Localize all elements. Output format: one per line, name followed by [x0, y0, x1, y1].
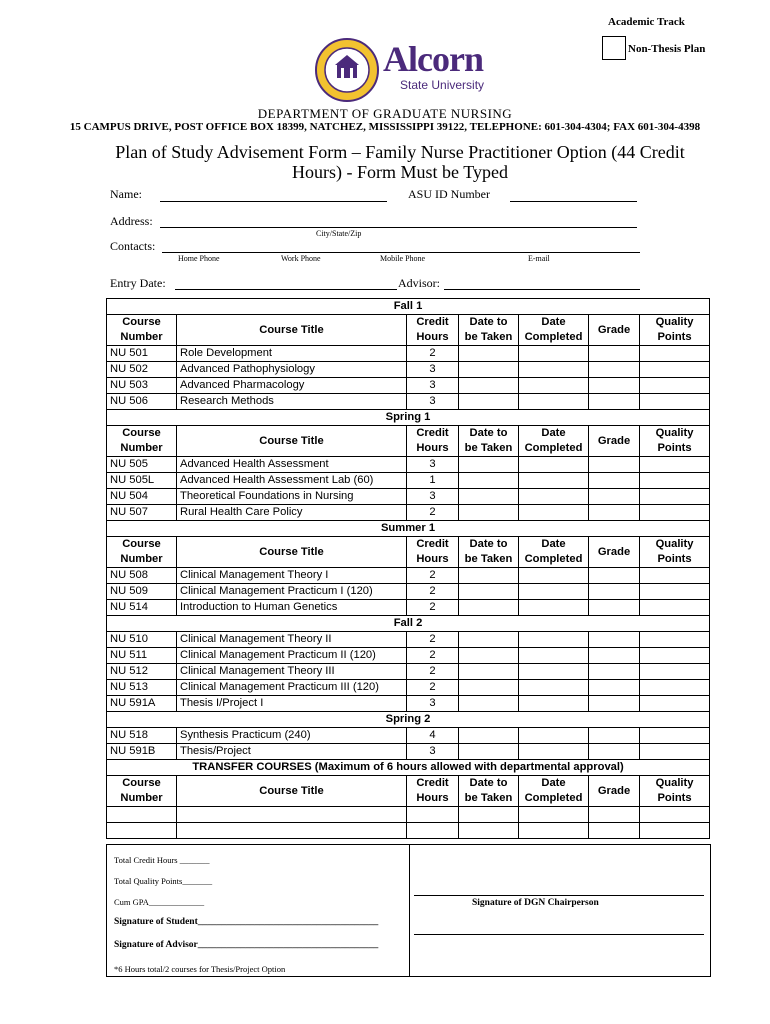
table-row: [107, 394, 710, 410]
date-completed-cell[interactable]: [519, 489, 589, 505]
grade-cell[interactable]: [589, 664, 640, 680]
date-taken-header-text: Date to be Taken: [464, 316, 513, 343]
term-row: [107, 616, 710, 632]
cum-gpa[interactable]: Cum GPA_____________: [114, 897, 205, 907]
course-title: Clinical Management Practicum III (120): [177, 680, 407, 696]
date-taken-cell[interactable]: [459, 457, 519, 473]
course-number-header: [107, 426, 177, 457]
course-number-header-text: Course Number: [120, 777, 163, 804]
date-completed-cell[interactable]: [519, 632, 589, 648]
grade-cell[interactable]: [589, 744, 640, 760]
date-completed-cell[interactable]: [519, 346, 589, 362]
course-number-header: [107, 537, 177, 568]
date-completed-cell[interactable]: [519, 664, 589, 680]
table-row: [107, 648, 710, 664]
date-taken-cell[interactable]: [459, 505, 519, 521]
term-label: Spring 1: [107, 410, 710, 426]
course-title: Introduction to Human Genetics: [177, 600, 407, 616]
column-header-row: [107, 315, 710, 346]
asu-id-field[interactable]: [510, 201, 637, 202]
logo-wordmark: Alcorn: [383, 39, 483, 79]
table-row: [107, 664, 710, 680]
logo-subtitle: State University: [400, 78, 485, 92]
quality-points-cell[interactable]: [640, 505, 710, 521]
work-phone-label: Work Phone: [281, 254, 321, 263]
date-completed-header: [519, 537, 589, 568]
grade-header-text: Grade: [597, 545, 631, 558]
table-row: [107, 346, 710, 362]
course-number: NU 512: [107, 664, 177, 680]
transfer-cell[interactable]: [640, 823, 710, 839]
grade-cell[interactable]: [589, 362, 640, 378]
table-row: [107, 505, 710, 521]
course-number: NU 505L: [107, 473, 177, 489]
date-completed-cell[interactable]: [519, 568, 589, 584]
grade-cell[interactable]: [589, 378, 640, 394]
date-completed-cell[interactable]: [519, 505, 589, 521]
quality-points-header: [640, 776, 710, 807]
quality-points-cell[interactable]: [640, 648, 710, 664]
quality-points-cell[interactable]: [640, 489, 710, 505]
grade-cell[interactable]: [589, 489, 640, 505]
transfer-cell[interactable]: [177, 823, 407, 839]
credit-hours: 3: [407, 362, 459, 378]
transfer-cell[interactable]: [407, 807, 459, 823]
credit-hours-header-text: Credit Hours: [416, 538, 449, 565]
date-completed-header-text: Date Completed: [524, 777, 583, 804]
date-completed-header: [519, 776, 589, 807]
mobile-phone-label: Mobile Phone: [380, 254, 426, 263]
course-number-header: [107, 776, 177, 807]
total-quality-points[interactable]: Total Quality Points_______: [114, 876, 213, 886]
date-completed-cell[interactable]: [519, 696, 589, 712]
contacts-label: Contacts:: [110, 239, 156, 253]
term-row: [107, 299, 710, 315]
date-taken-cell[interactable]: [459, 744, 519, 760]
credit-hours: 3: [407, 744, 459, 760]
department-name: DEPARTMENT OF GRADUATE NURSING: [257, 106, 513, 121]
credit-hours: 1: [407, 473, 459, 489]
advisor-signature[interactable]: Signature of Advisor______________________________________: [114, 940, 379, 950]
credit-hours: 2: [407, 600, 459, 616]
course-number: NU 510: [107, 632, 177, 648]
university-seal-icon: [315, 38, 379, 102]
date-completed-cell[interactable]: [519, 728, 589, 744]
credit-hours-header: [407, 426, 459, 457]
date-taken-cell[interactable]: [459, 632, 519, 648]
transfer-cell[interactable]: [589, 823, 640, 839]
credit-hours-header-text: Credit Hours: [416, 427, 449, 454]
grade-header: [589, 315, 640, 346]
course-number: NU 507: [107, 505, 177, 521]
quality-points-cell[interactable]: [640, 584, 710, 600]
quality-points-cell[interactable]: [640, 696, 710, 712]
transfer-cell[interactable]: [459, 807, 519, 823]
contacts-field[interactable]: [162, 252, 640, 253]
credit-hours-header-text: Credit Hours: [416, 316, 449, 343]
grade-cell[interactable]: [589, 346, 640, 362]
course-title: Advanced Pharmacology: [177, 378, 407, 394]
table-row: [107, 473, 710, 489]
course-title: Advanced Health Assessment Lab (60): [177, 473, 407, 489]
date-taken-header: [459, 776, 519, 807]
course-number: NU 514: [107, 600, 177, 616]
course-title: Thesis I/Project I: [177, 696, 407, 712]
term-row: [107, 410, 710, 426]
credit-hours: 2: [407, 584, 459, 600]
credit-hours: 2: [407, 505, 459, 521]
asu-id-label: ASU ID Number: [408, 187, 490, 201]
credit-hours: 3: [407, 489, 459, 505]
grade-cell[interactable]: [589, 680, 640, 696]
credit-hours: 3: [407, 696, 459, 712]
date-taken-header: [459, 315, 519, 346]
quality-points-cell[interactable]: [640, 346, 710, 362]
date-completed-cell[interactable]: [519, 473, 589, 489]
course-number-header: [107, 315, 177, 346]
address-field[interactable]: [160, 227, 637, 228]
total-credit-hours[interactable]: Total Credit Hours _______: [114, 855, 210, 865]
date-completed-header-text: Date Completed: [524, 538, 583, 565]
grade-cell[interactable]: [589, 632, 640, 648]
course-title: Clinical Management Theory II: [177, 632, 407, 648]
transfer-cell[interactable]: [519, 807, 589, 823]
date-taken-cell[interactable]: [459, 584, 519, 600]
course-title: Synthesis Practicum (240): [177, 728, 407, 744]
quality-points-cell[interactable]: [640, 568, 710, 584]
date-taken-header-text: Date to be Taken: [464, 777, 513, 804]
entry-date-field[interactable]: [175, 289, 397, 290]
grade-cell[interactable]: [589, 648, 640, 664]
date-taken-cell[interactable]: [459, 568, 519, 584]
term-label: Fall 1: [107, 299, 710, 315]
credit-hours: 3: [407, 394, 459, 410]
date-taken-cell[interactable]: [459, 346, 519, 362]
summary-divider: [409, 844, 410, 976]
course-title: Rural Health Care Policy: [177, 505, 407, 521]
course-number: NU 506: [107, 394, 177, 410]
address-label: Address:: [110, 214, 153, 228]
quality-points-header: [640, 426, 710, 457]
plan-of-study-table: [106, 298, 710, 839]
date-taken-cell[interactable]: [459, 664, 519, 680]
transfer-row: [107, 823, 710, 839]
course-number: NU 504: [107, 489, 177, 505]
date-completed-cell[interactable]: [519, 378, 589, 394]
course-number: NU 591A: [107, 696, 177, 712]
column-header-row: [107, 776, 710, 807]
email-label: E-mail: [528, 254, 550, 263]
entry-date-label: Entry Date:: [110, 276, 166, 290]
date-taken-cell[interactable]: [459, 394, 519, 410]
date-taken-cell[interactable]: [459, 473, 519, 489]
non-thesis-checkbox[interactable]: [602, 36, 626, 60]
dgn-signature-line[interactable]: [414, 895, 704, 896]
credit-hours: 2: [407, 664, 459, 680]
column-header-row: [107, 426, 710, 457]
city-state-zip-label: City/State/Zip: [316, 229, 362, 238]
table-row: [107, 744, 710, 760]
transfer-cell[interactable]: [107, 823, 177, 839]
academic-track-label: Academic Track: [608, 16, 685, 28]
quality-points-cell[interactable]: [640, 473, 710, 489]
non-thesis-label: Non-Thesis Plan: [628, 43, 706, 55]
credit-hours: 3: [407, 457, 459, 473]
quality-points-header: [640, 315, 710, 346]
transfer-cell[interactable]: [459, 823, 519, 839]
course-title-header: [177, 315, 407, 346]
dgn-date-line[interactable]: [414, 934, 704, 935]
advisor-field[interactable]: [444, 289, 640, 290]
grade-cell[interactable]: [589, 568, 640, 584]
date-taken-cell[interactable]: [459, 680, 519, 696]
grade-header-text: Grade: [597, 434, 631, 447]
credit-hours: 3: [407, 378, 459, 394]
course-title: Advanced Health Assessment: [177, 457, 407, 473]
quality-points-cell[interactable]: [640, 362, 710, 378]
name-field[interactable]: [160, 201, 387, 202]
course-title: Clinical Management Theory I: [177, 568, 407, 584]
course-title: Clinical Management Practicum I (120): [177, 584, 407, 600]
student-signature[interactable]: Signature of Student______________________________________: [114, 917, 379, 927]
grade-cell[interactable]: [589, 394, 640, 410]
name-label: Name:: [110, 187, 142, 201]
table-row: [107, 696, 710, 712]
grade-cell[interactable]: [589, 505, 640, 521]
column-header-row: [107, 537, 710, 568]
date-completed-cell[interactable]: [519, 744, 589, 760]
grade-cell[interactable]: [589, 600, 640, 616]
date-completed-cell[interactable]: [519, 394, 589, 410]
credit-hours: 2: [407, 346, 459, 362]
term-label: Spring 2: [107, 712, 710, 728]
term-label: TRANSFER COURSES (Maximum of 6 hours allowed with departmental approval): [107, 760, 710, 776]
date-taken-cell[interactable]: [459, 728, 519, 744]
thesis-note: *6 Hours total/2 courses for Thesis/Project Option: [114, 964, 286, 974]
table-row: [107, 728, 710, 744]
date-taken-header: [459, 426, 519, 457]
quality-points-header-text: Quality Points: [655, 316, 694, 343]
quality-points-cell[interactable]: [640, 394, 710, 410]
course-title: Thesis/Project: [177, 744, 407, 760]
course-title-header-text: Course Title: [259, 784, 324, 797]
course-number: NU 509: [107, 584, 177, 600]
table-row: [107, 378, 710, 394]
grade-header-text: Grade: [597, 784, 631, 797]
credit-hours-header: [407, 537, 459, 568]
grade-cell[interactable]: [589, 584, 640, 600]
date-taken-header: [459, 537, 519, 568]
date-completed-header: [519, 315, 589, 346]
date-taken-header-text: Date to be Taken: [464, 538, 513, 565]
form-title: Plan of Study Advisement Form – Family Nurse Practitioner Option (44 Credit Hours) - Form Must be Typed: [115, 142, 685, 182]
course-title-header-text: Course Title: [259, 545, 324, 558]
date-taken-cell[interactable]: [459, 362, 519, 378]
term-row: [107, 760, 710, 776]
course-number: NU 518: [107, 728, 177, 744]
date-completed-header-text: Date Completed: [524, 427, 583, 454]
grade-header: [589, 537, 640, 568]
transfer-cell[interactable]: [640, 807, 710, 823]
advisor-label: Advisor:: [398, 276, 440, 290]
date-completed-cell[interactable]: [519, 362, 589, 378]
quality-points-cell[interactable]: [640, 600, 710, 616]
table-row: [107, 457, 710, 473]
transfer-cell[interactable]: [589, 807, 640, 823]
course-title: Clinical Management Practicum II (120): [177, 648, 407, 664]
date-taken-cell[interactable]: [459, 600, 519, 616]
dgn-signature-label: Signature of DGN Chairperson: [472, 898, 599, 908]
course-number: NU 511: [107, 648, 177, 664]
home-phone-label: Home Phone: [178, 254, 220, 263]
course-number: NU 502: [107, 362, 177, 378]
table-row: [107, 568, 710, 584]
quality-points-cell[interactable]: [640, 378, 710, 394]
credit-hours-header: [407, 776, 459, 807]
term-row: [107, 712, 710, 728]
table-row: [107, 362, 710, 378]
credit-hours-header: [407, 315, 459, 346]
date-taken-cell[interactable]: [459, 696, 519, 712]
table-row: [107, 584, 710, 600]
grade-cell[interactable]: [589, 728, 640, 744]
transfer-cell[interactable]: [407, 823, 459, 839]
transfer-cell[interactable]: [519, 823, 589, 839]
credit-hours: 4: [407, 728, 459, 744]
term-row: [107, 521, 710, 537]
course-title: Role Development: [177, 346, 407, 362]
course-number: NU 505: [107, 457, 177, 473]
grade-cell[interactable]: [589, 473, 640, 489]
term-label: Summer 1: [107, 521, 710, 537]
credit-hours: 2: [407, 680, 459, 696]
course-title: Theoretical Foundations in Nursing: [177, 489, 407, 505]
course-number: NU 503: [107, 378, 177, 394]
date-completed-cell[interactable]: [519, 600, 589, 616]
quality-points-header-text: Quality Points: [655, 777, 694, 804]
course-number-header-text: Course Number: [120, 427, 163, 454]
date-completed-cell[interactable]: [519, 680, 589, 696]
course-number-header-text: Course Number: [120, 316, 163, 343]
course-number: NU 591B: [107, 744, 177, 760]
date-completed-cell[interactable]: [519, 648, 589, 664]
quality-points-cell[interactable]: [640, 728, 710, 744]
date-taken-cell[interactable]: [459, 378, 519, 394]
quality-points-header-text: Quality Points: [655, 427, 694, 454]
grade-header: [589, 426, 640, 457]
grade-cell[interactable]: [589, 696, 640, 712]
grade-cell[interactable]: [589, 457, 640, 473]
term-label: Fall 2: [107, 616, 710, 632]
quality-points-header-text: Quality Points: [655, 538, 694, 565]
grade-header-text: Grade: [597, 323, 631, 336]
credit-hours: 2: [407, 568, 459, 584]
credit-hours: 2: [407, 648, 459, 664]
date-taken-cell[interactable]: [459, 489, 519, 505]
course-title: Advanced Pathophysiology: [177, 362, 407, 378]
course-number: NU 513: [107, 680, 177, 696]
quality-points-cell[interactable]: [640, 664, 710, 680]
table-row: [107, 680, 710, 696]
table-row: [107, 600, 710, 616]
course-title-header-text: Course Title: [259, 434, 324, 447]
quality-points-header: [640, 537, 710, 568]
course-title-header: [177, 426, 407, 457]
course-title: Clinical Management Theory III: [177, 664, 407, 680]
date-completed-cell[interactable]: [519, 584, 589, 600]
date-completed-cell[interactable]: [519, 457, 589, 473]
credit-hours-header-text: Credit Hours: [416, 777, 449, 804]
quality-points-cell[interactable]: [640, 632, 710, 648]
department-address: 15 CAMPUS DRIVE, POST OFFICE BOX 18399, NATCHEZ, MISSISSIPPI 39122, TELEPHONE: 601-304-4304; FAX 601-304-4398: [69, 121, 701, 133]
transfer-cell[interactable]: [107, 807, 177, 823]
course-number: NU 508: [107, 568, 177, 584]
transfer-row: [107, 807, 710, 823]
quality-points-cell[interactable]: [640, 457, 710, 473]
date-taken-header-text: Date to be Taken: [464, 427, 513, 454]
date-completed-header-text: Date Completed: [524, 316, 583, 343]
credit-hours: 2: [407, 632, 459, 648]
table-row: [107, 632, 710, 648]
course-number-header-text: Course Number: [120, 538, 163, 565]
grade-header: [589, 776, 640, 807]
course-title-header: [177, 776, 407, 807]
date-completed-header: [519, 426, 589, 457]
course-number: NU 501: [107, 346, 177, 362]
quality-points-cell[interactable]: [640, 680, 710, 696]
course-title: Research Methods: [177, 394, 407, 410]
table-row: [107, 489, 710, 505]
date-taken-cell[interactable]: [459, 648, 519, 664]
course-title-header: [177, 537, 407, 568]
course-title-header-text: Course Title: [259, 323, 324, 336]
transfer-cell[interactable]: [177, 807, 407, 823]
quality-points-cell[interactable]: [640, 744, 710, 760]
